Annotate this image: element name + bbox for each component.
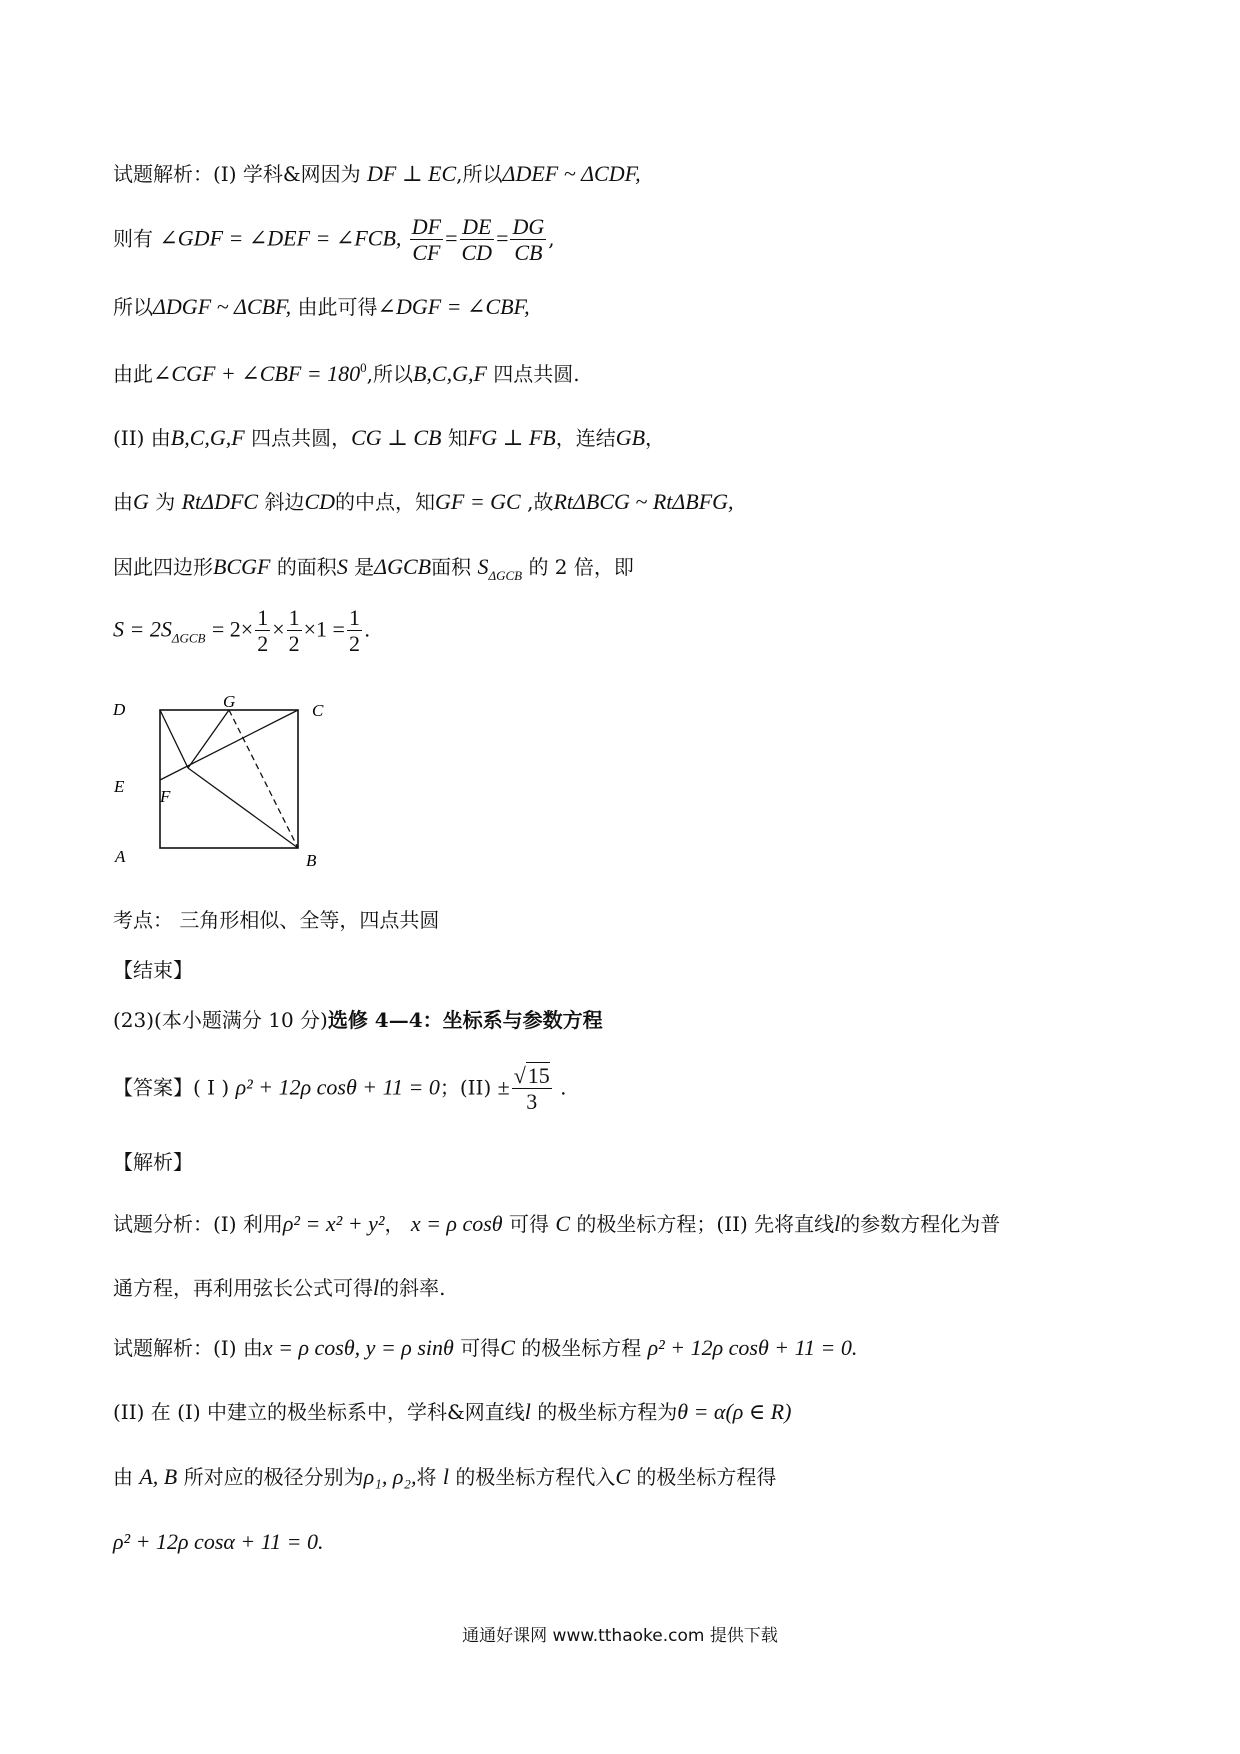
solution-line-4 xyxy=(113,360,580,388)
fraction xyxy=(287,605,302,657)
text: . xyxy=(363,617,371,642)
equals-sign: = xyxy=(496,225,509,251)
solution-line-3 xyxy=(113,293,530,321)
math-expression: S xyxy=(477,554,489,579)
text: 知 xyxy=(447,426,468,450)
denominator: 2 xyxy=(257,631,269,657)
plus-minus-sign: ± xyxy=(497,1074,510,1100)
math-expression: S = 2S xyxy=(113,616,172,642)
subscript: ΔGCB xyxy=(488,568,523,583)
text: 四点共圆， xyxy=(251,426,352,450)
answer-line xyxy=(113,1063,567,1115)
math-expression: RtΔBCG ~ RtΔBFG, xyxy=(553,489,734,514)
solution-line-6 xyxy=(113,488,734,516)
numerator: DF xyxy=(411,214,442,239)
subscript: ΔGCB xyxy=(171,630,206,646)
denominator: 3 xyxy=(526,1089,538,1115)
text: 由此可得 xyxy=(297,295,378,319)
solution-23-line-3 xyxy=(113,1463,776,1491)
text: 可得 xyxy=(460,1336,501,1360)
text: 的极坐标方程为 xyxy=(537,1400,678,1424)
math-expression: CD xyxy=(304,489,335,514)
math-expression: BCGF xyxy=(213,554,271,579)
label-g: G xyxy=(223,692,236,711)
fraction xyxy=(510,214,546,266)
text: 斜边 xyxy=(264,490,305,514)
segment-gb-dashed xyxy=(229,710,298,848)
math-expression: x = ρ cosθ, y = ρ sinθ xyxy=(262,1335,454,1360)
text: ,所以 xyxy=(456,162,503,186)
math-expression: x = ρ cosθ xyxy=(410,1211,503,1236)
solution-line-5 xyxy=(113,424,665,452)
kaodian-line: 考点： 三角形相似、全等，四点共圆 xyxy=(113,908,440,932)
solution-line-1 xyxy=(113,160,641,188)
denominator: CB xyxy=(514,240,543,266)
text: 试题分析：(I) 利用 xyxy=(113,1212,283,1236)
math-expression: l xyxy=(834,1211,841,1236)
text: ， xyxy=(645,426,666,450)
math-expression: GF = GC xyxy=(435,489,521,514)
text: 的极坐标方程得 xyxy=(636,1465,777,1489)
numerator: 1 xyxy=(288,605,300,630)
fraction xyxy=(512,1063,552,1115)
text: . xyxy=(560,1075,567,1100)
text: 为 xyxy=(155,490,176,514)
segment-fb xyxy=(188,768,298,848)
fraction xyxy=(460,214,495,266)
math-expression: ∠DGF = ∠CBF, xyxy=(377,294,530,319)
solution-23-line-2 xyxy=(113,1398,791,1426)
label-c: C xyxy=(312,701,324,720)
math-expression: ρ² + 12ρ cosθ + 11 = 0 xyxy=(235,1074,440,1100)
text: 四点共圆. xyxy=(493,362,580,386)
text: (23)(本小题满分 10 分) xyxy=(113,1008,328,1032)
math-expression: S xyxy=(336,554,348,579)
text: 试题解析：(I) 由 xyxy=(113,1336,263,1360)
text: 则有 xyxy=(113,226,153,251)
math-expression: l xyxy=(442,1464,450,1489)
text: 由此 xyxy=(113,362,153,386)
analysis-line-1 xyxy=(113,1210,1000,1238)
label-e: E xyxy=(114,777,125,796)
text: 的面积 xyxy=(276,555,337,579)
denominator: CF xyxy=(412,240,441,266)
text: 面积 xyxy=(431,555,472,579)
math-expression: = 2× xyxy=(211,616,254,642)
text: ， xyxy=(384,1212,405,1236)
math-expression: G xyxy=(133,489,149,514)
math-expression: ∠CGF + ∠CBF = 180 xyxy=(153,361,361,386)
solution-line-2 xyxy=(113,214,555,266)
segment-df xyxy=(160,710,188,768)
text: 的中点，知 xyxy=(335,490,435,514)
math-expression: C xyxy=(555,1211,571,1236)
math-expression: ρ² + 12ρ cosθ + 11 = 0. xyxy=(647,1335,858,1360)
equals-sign: = xyxy=(445,225,458,251)
page-footer: 通通好课网 www.tthaoke.com 提供下载 xyxy=(462,1626,778,1646)
math-expression: ΔDGF ~ ΔCBF, xyxy=(153,294,292,319)
fraction xyxy=(255,605,270,657)
math-expression: C xyxy=(615,1464,631,1489)
text: ，连结 xyxy=(555,426,616,450)
denominator: 2 xyxy=(348,631,360,657)
text: (II) 由 xyxy=(113,426,171,450)
math-expression: ΔGCB xyxy=(374,554,432,579)
math-expression: ∠GDF = ∠DEF = ∠FCB, xyxy=(159,225,402,251)
numerator: DG xyxy=(512,214,545,239)
segment-fg xyxy=(188,710,229,768)
geometry-figure xyxy=(113,680,360,880)
math-expression: ×1 = xyxy=(303,616,345,642)
numerator: √15 xyxy=(513,1063,550,1088)
math-expression: B,C,G,F xyxy=(412,361,487,386)
times-sign: × xyxy=(272,616,285,642)
math-expression: l xyxy=(373,1275,380,1300)
numerator: 1 xyxy=(348,605,360,630)
text: , xyxy=(548,226,555,251)
math-expression: CG ⊥ CB xyxy=(351,425,442,450)
math-expression: θ = α(ρ ∈ R) xyxy=(677,1399,792,1424)
numerator: DE xyxy=(460,214,495,240)
math-expression: l xyxy=(524,1399,531,1424)
solution-line-7 xyxy=(113,553,634,584)
math-expression: ρ₁, ρ₂, xyxy=(363,1464,417,1489)
text: 所以 xyxy=(113,295,153,319)
text: 试题解析：(I) 学科&网因为 xyxy=(113,162,361,186)
math-expression: RtΔDFC xyxy=(181,489,259,514)
text: 是 xyxy=(354,555,375,579)
solution-23-line-1 xyxy=(113,1334,857,1362)
text: 可得 xyxy=(508,1212,549,1236)
jiexi-heading: 【解析】 xyxy=(113,1150,193,1174)
question-23-title xyxy=(113,1008,603,1033)
fraction xyxy=(410,214,443,266)
text: 将 xyxy=(416,1465,437,1489)
math-expression: A, B xyxy=(139,1464,178,1489)
text: 的极坐标方程；(II) 先将直线 xyxy=(576,1212,835,1236)
analysis-line-2 xyxy=(113,1274,445,1302)
math-expression: FG ⊥ FB xyxy=(467,425,556,450)
text: 由 xyxy=(113,490,133,514)
text: 的参数方程化为普 xyxy=(840,1212,1001,1236)
text: 的极坐标方程代入 xyxy=(455,1465,616,1489)
text: 由 xyxy=(113,1465,133,1489)
fraction xyxy=(347,605,362,657)
label-d: D xyxy=(113,700,126,719)
text: ,所以 xyxy=(366,362,413,386)
text: (II) 在 (I) 中建立的极坐标系中，学科&网直线 xyxy=(113,1400,525,1424)
area-formula xyxy=(113,605,370,657)
denominator: 2 xyxy=(288,631,300,657)
math-expression: ρ² + 12ρ cosα + 11 = 0. xyxy=(113,1529,324,1554)
text: ( I ) xyxy=(193,1075,230,1100)
text: ,故 xyxy=(527,490,554,514)
answer-label: 【答案】 xyxy=(113,1075,193,1100)
math-expression: ρ² = x² + y² xyxy=(282,1211,385,1236)
text: 因此四边形 xyxy=(113,555,213,579)
end-marker: 【结束】 xyxy=(113,958,193,982)
text: ；(II) xyxy=(439,1075,492,1100)
solution-23-line-4 xyxy=(113,1528,324,1556)
square-abcd xyxy=(160,710,298,848)
text: 的极坐标方程 xyxy=(521,1336,642,1360)
label-f: F xyxy=(160,787,171,806)
math-expression: C xyxy=(500,1335,515,1360)
text: 所对应的极径分别为 xyxy=(183,1465,364,1489)
text: 通方程，再利用弦长公式可得 xyxy=(113,1276,373,1300)
radicand: 15 xyxy=(527,1063,550,1088)
section-title: 选修 4—4：坐标系与参数方程 xyxy=(327,1008,603,1032)
numerator: 1 xyxy=(257,605,269,630)
denominator: CD xyxy=(461,240,493,266)
text: 的斜率. xyxy=(379,1276,446,1300)
math-expression: GB xyxy=(615,425,646,450)
math-expression: B,C,G,F xyxy=(170,425,245,450)
text: 的 2 倍，即 xyxy=(528,555,634,579)
label-b: B xyxy=(306,851,317,870)
math-expression: DF ⊥ EC xyxy=(367,161,457,186)
math-expression: ΔDEF ~ ΔCDF, xyxy=(502,161,641,186)
label-a: A xyxy=(115,847,126,866)
segment-ec xyxy=(160,710,298,780)
superscript: 0 xyxy=(360,360,367,375)
